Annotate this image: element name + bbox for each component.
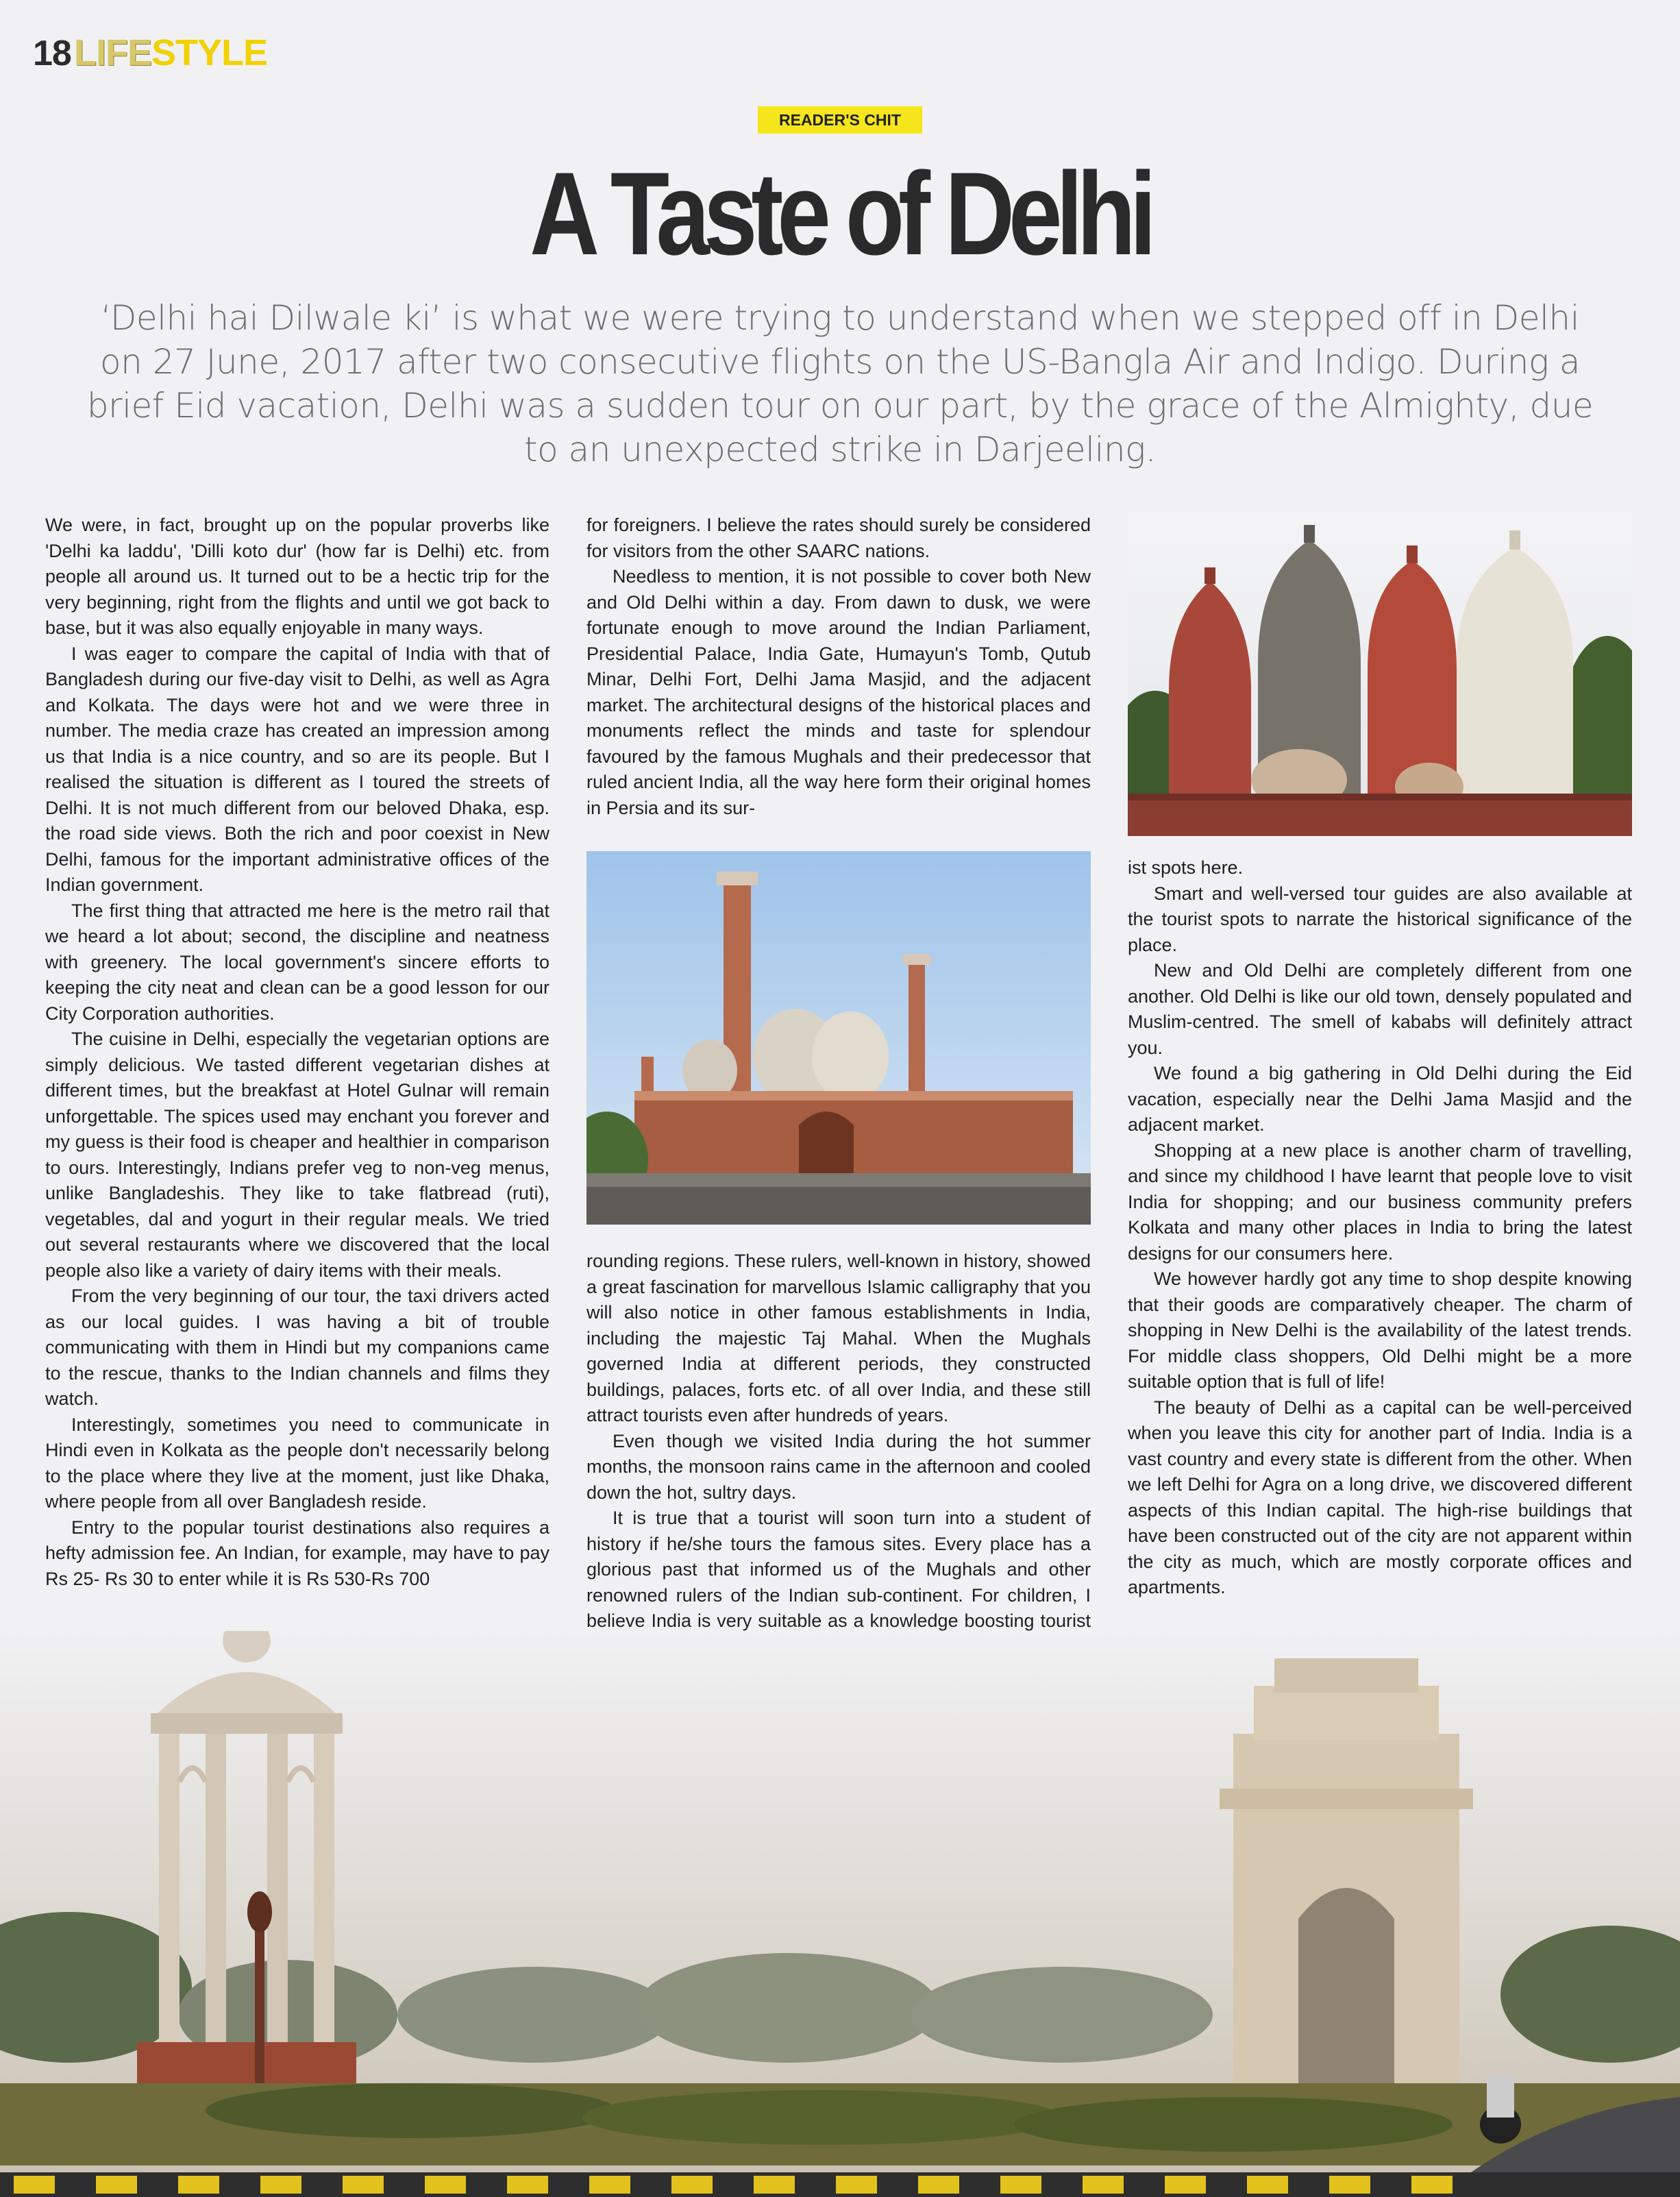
india-gate-panorama-photo — [0, 1631, 1680, 2197]
paragraph: I was eager to compare the capital of India with that of Bangladesh during our five-day visit to Delhi, as well as Agra and Kolkata. The days were hot and we were three in number. The media craze has created an impression among us that India is a nice country, and so are its people. But I realised the situation is different as I toured the streets of Delhi. It is not much different from our beloved Dhaka, esp. the road side views. Both the rich and poor coexist in New Delhi, famous for the important administrative offices of the Indian government. — [45, 643, 549, 895]
article-column-3 — [1128, 855, 1632, 1601]
section-logo-life: LIFE — [74, 32, 151, 73]
paragraph: The beauty of Delhi as a capital can be well-perceived when you leave this city for another part of India. India is a vast country and every state is different from the other. When we left Delhi for Agra on a long drive, we discovered different aspects of this Indian capital. The high-rise buildings that have been constructed out of the city are not apparent within the city as much, which are mostly corporate offices and apartments. — [1128, 1397, 1632, 1597]
paragraph: Needless to mention, it is not possible to cover both New and Old Delhi within a day. From dawn to dusk, we were fortunate enough to move around the Indian Parliament, Presidential Palace, India Gate, Humayun's Tomb, Qutub Minar, Delhi Fort, Delhi Jama Masjid, and the adjacent market. The architectural designs of the historical places and monuments reflect the minds and taste for splendour favoured by the famous Mughals and their predecessor that ruled ancient India, all the way here form their original homes in Persia and its sur- — [586, 566, 1091, 818]
article-column-1 — [45, 513, 549, 1592]
paragraph: We were, in fact, brought up on the popular proverbs like 'Delhi ka laddu', 'Dilli koto dur' (how far is Delhi) etc. from people all around us. It turned out to be a hectic trip for the very beginning, right from the flights and until we got back to base, but it was also equally enjoyable in many ways. — [45, 515, 549, 638]
paragraph: New and Old Delhi are completely different from one another. Old Delhi is like our old town, densely populated and Muslim-centred. The smell of kababs will definitely attract you. — [1128, 960, 1632, 1058]
temple-photo — [1128, 513, 1632, 836]
article-column-2-top — [586, 513, 1091, 821]
paragraph: From the very beginning of our tour, the taxi drivers acted as our local guides. I was having a bit of trouble communicating with them in Hindi but my companions came to the rescue, thanks to the Indian channels and films they watch. — [45, 1286, 549, 1409]
paragraph: rounding regions. These rulers, well-known in history, showed a great fascination for marvellous Islamic calligraphy that you will also notice in other famous establishments in India, including the majestic Taj Mahal. When the Mughals governed India at different periods, they constructed buildings, palaces, forts etc. of all over India, and these still attract tourists even after hundreds of years. — [586, 1251, 1091, 1425]
paragraph: It is true that a tourist will soon turn into a student of history if he/she tours the famous sites. Every place has a glorious past that informed us of the Mughals and other renowned rulers of the Indian sub-continent. For children, I believe India is very suitable as a knowledge boosting tourist — [586, 1508, 1091, 1631]
section-logo-style: STYLE — [151, 32, 268, 73]
paragraph: Interestingly, sometimes you need to communicate in Hindi even in Kolkata as the people don't necessarily belong to the place where they live at the moment, just like Dhaka, where people from all over Bangladesh reside. — [45, 1414, 549, 1512]
paragraph: Shopping at a new place is another charm of travelling, and since my childhood I have learnt that people love to visit India for shopping; and our business community prefers Kolkata and many other places in India to bring the latest designs for our consumers here. — [1128, 1140, 1632, 1264]
paragraph: We found a big gathering in Old Delhi during the Eid vacation, especially near the Delhi Jama Masjid and the adjacent market. — [1128, 1063, 1632, 1135]
kicker-label: READER'S CHIT — [758, 106, 922, 134]
page-number: 18 — [33, 34, 71, 73]
headline: A Taste of Delhi — [530, 148, 1150, 280]
paragraph: The cuisine in Delhi, especially the vegetarian options are simply delicious. We tasted different vegetarian dishes at different times, but the breakfast at Hotel Gulnar will remain unforgettable. The spices used may enchant you forever and my guess is their food is cheaper and healthier in comparison to ours. Interestingly, Indians prefer veg to non-veg menus, unlike Bangladeshis. They like to take flatbread (ruti), vegetables, dal and yogurt in their regular meals. We tried out several restaurants where we discovered that the local people also like a variety of dairy items with their meals. — [45, 1029, 549, 1281]
paragraph: Smart and well-versed tour guides are also available at the tourist spots to narrate the historical significance of the place. — [1128, 883, 1632, 955]
paragraph: for foreigners. I believe the rates should surely be considered for visitors from the other SAARC nations. — [586, 515, 1091, 561]
paragraph: ist spots here. — [1128, 857, 1244, 878]
paragraph: Entry to the popular tourist destinations also requires a hefty admission fee. An Indian, for example, may have to pay Rs 25- Rs 30 to enter while it is Rs 530-Rs 700 — [45, 1517, 549, 1589]
section-logo — [74, 32, 267, 74]
standfirst: ‘Delhi hai Dilwale ki’ is what we were trying to understand when we stepped off in Delhi on 27 June, 2017 after two consecutive flights on the US-Bangla Air and Indigo. During a brief Eid vacation, Delhi was a sudden tour on our part, by the grace of the Almighty, due to an unexpected strike in Darjeeling. — [86, 298, 1594, 469]
paragraph: Even though we visited India during the hot summer months, the monsoon rains came in the afternoon and cooled down the hot, sultry days. — [586, 1430, 1091, 1503]
paragraph: We however hardly got any time to shop despite knowing that their goods are comparatively cheaper. The charm of shopping in New Delhi is the availability of the latest trends. For middle class shoppers, Old Delhi might be a more suitable option that is full of life! — [1128, 1268, 1632, 1392]
mosque-photo — [586, 851, 1091, 1225]
paragraph: The first thing that attracted me here is the metro rail that we heard a lot about; second, the discipline and neatness with greenery. The local government's sincere efforts to keeping the city neat and clean can be a good lesson for our City Corporation authorities. — [45, 900, 549, 1024]
